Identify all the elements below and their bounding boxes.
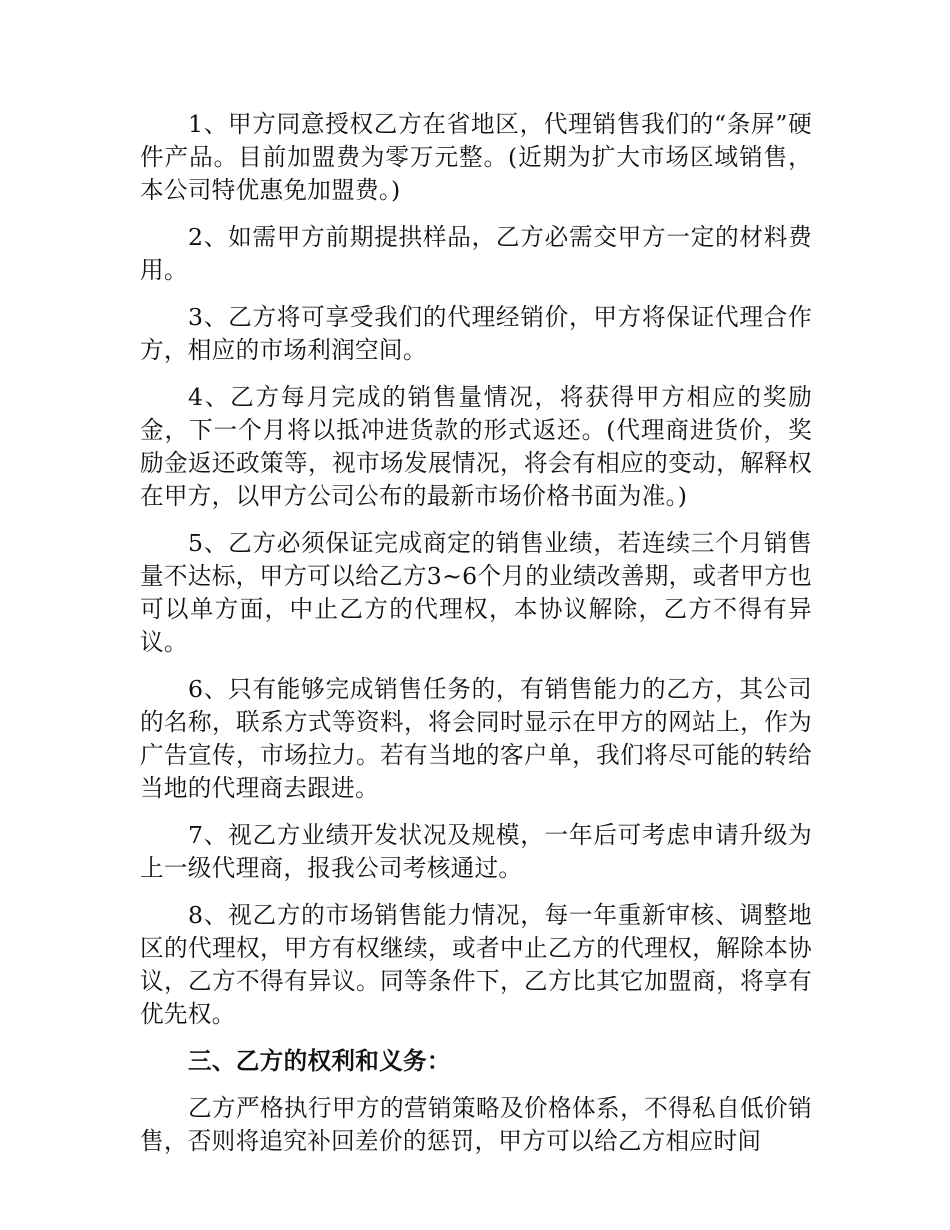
section-heading: 三、乙方的权利和义务： [188,1047,451,1075]
clause-1: 1、甲方同意授权乙方在省地区，代理销售我们的“条屏”硬件产品。目前加盟费为零万元整。(近期为扩大市场区域销售，本公司特优惠免加盟费。) [140,110,812,204]
document-page [140,108,812,1172]
clause-6: 6、只有能够完成销售任务的，有销售能力的乙方，其公司的名称，联系方式等资料，将会同时显示在甲方的网站上，作为广告宣传，市场拉力。若有当地的客户单，我们将尽可能的转给当地的代理商去跟进。 [140,675,812,802]
clause-7: 7、视乙方业绩开发状况及规模，一年后可考虑申请升级为上一级代理商，报我公司考核通过。 [140,821,812,882]
clause-8: 8、视乙方的市场销售能力情况，每一年重新审核、调整地区的代理权，甲方有权继续，或者中止乙方的代理权，解除本协议，乙方不得有异议。同等条件下，乙方比其它加盟商，将享有优先权。 [140,901,812,1028]
clause-4: 4、乙方每月完成的销售量情况，将获得甲方相应的奖励金，下一个月将以抵冲进货款的形式返还。(代理商进货价，奖励金返还政策等，视市场发展情况，将会有相应的变动，解释权在甲方，以甲方公司公布的最新市场价格书面为准。) [140,383,812,510]
clause-2: 2、如需甲方前期提拱样品，乙方必需交甲方一定的材料费用。 [140,223,812,284]
clause-3: 3、乙方将可享受我们的代理经销价，甲方将保证代理合作方，相应的市场利润空间。 [140,303,812,364]
clause-5: 5、乙方必须保证完成商定的销售业绩，若连续三个月销售量不达标，甲方可以给乙方3~6个月的业绩改善期，或者甲方也可以单方面，中止乙方的代理权，本协议解除，乙方不得有异议。 [140,529,812,656]
closing-paragraph: 乙方严格执行甲方的营销策略及价格体系，不得私自低价销售，否则将追究补回差价的惩罚，甲方可以给乙方相应时间 [140,1094,812,1155]
